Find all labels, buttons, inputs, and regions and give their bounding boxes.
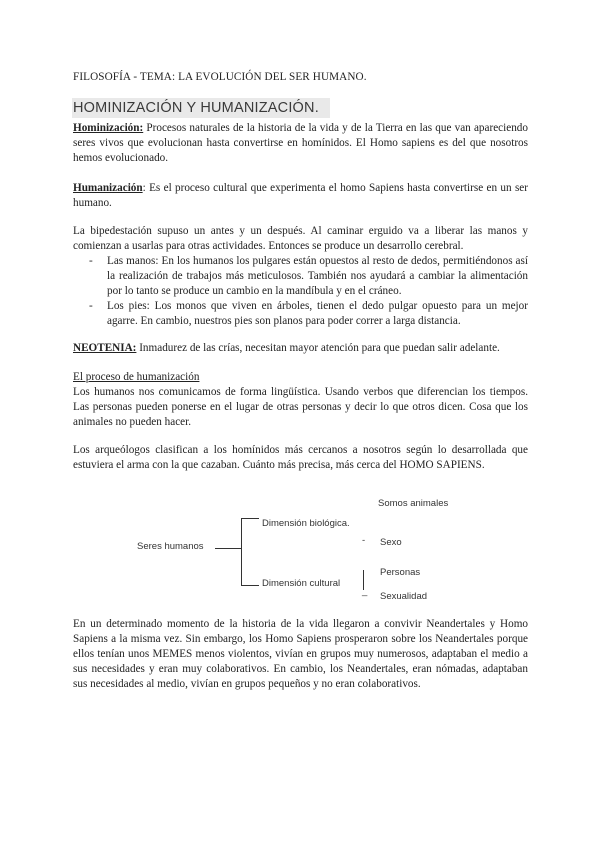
bullet-text: Las manos: En los humanos los pulgares están opuestos al resto de dedos, permitiéndonos así la realización de trabajos más meticulosos. También nos ayudará a cambiar la alimentación por lo tanto se produce un cambio en la mandíbula y en el cráneo. [107,255,528,297]
upper-branch-line [241,518,259,519]
document-header: FILOSOFÍA - TEMA: LA EVOLUCIÓN DEL SER HUMANO. [73,71,367,83]
diagram-root: Seres humanos [137,541,204,552]
diagram-underscore: _ [362,586,368,597]
humanizacion-term: Humanización [73,182,143,194]
arqueologos-paragraph: Los arqueólogos clasifican a los homínidos más cercanos a nosotros según lo desarrollada que estuviera el arma con la que cazaban. Cuánto más precisa, más cerca del HOMO SAPIENS. [73,444,528,471]
bullet-text: Los pies: Los monos que viven en árboles, tienen el dedo pulgar opuesto para un mejor agarre. En cambio, nuestros pies son planos para poder correr a larga distancia. [107,300,528,327]
humanizacion-text: : Es el proceso cultural que experimenta el homo Sapiens hasta convertirse en un ser humano. [73,182,528,209]
diagram-leaf-personas: Personas [380,567,421,578]
bipedestacion-paragraph: La bipedestación supuso un antes y un después. Al caminar erguido va a liberar las manos y comienzan a usarlas para otras actividades. Entonces se produce un desarrollo cerebral. [73,225,528,252]
neotenia-term: NEOTENIA: [73,342,137,354]
humanizacion-paragraph [73,181,528,211]
diagram-branch-biologica: Dimensión biológica. [262,518,350,529]
lower-branch-line [241,585,259,586]
vertical-bracket [241,518,242,585]
root-connector [215,548,241,549]
neotenia-text: Inmadurez de las crías, necesitan mayor atención para que puedan salir adelante. [136,342,500,354]
proceso-paragraph: Los humanos nos comunicamos de forma lingüística. Usando verbos que diferencian los tiempos. Las personas pueden ponerse en el lugar de otras personas y decir lo que otros dicen. Cosa que los animales no pueden hacer. [73,386,528,428]
diagram-leaf-sexo: Sexo [380,537,402,548]
diagram-leaf-sexualidad: Sexualidad [380,591,428,602]
title-highlight [72,98,330,118]
page-title: HOMINIZACIÓN Y HUMANIZACIÓN. [73,100,319,116]
hominizacion-term: Hominización: [73,122,144,134]
diagram-dash: - [362,535,366,546]
neotenia-paragraph [73,341,528,356]
concept-diagram [120,490,540,610]
list-item [89,254,528,299]
proceso-heading: El proceso de humanización [73,371,200,383]
diagram-leaf-somos-animales: Somos animales [378,498,449,509]
bullet-dash: - [89,255,93,267]
bullet-list [89,254,528,329]
hominizacion-paragraph [73,121,528,166]
diagram-branch-cultural: Dimensión cultural [262,578,341,589]
bullet-dash: - [89,300,93,312]
hominizacion-text: Procesos naturales de la historia de la vida y de la Tierra en las que van apareciendo seres vivos que evolucionan hasta convertirse en homínidos. El Homo sapiens es del que nosotros hemos evolucionado. [73,122,528,164]
final-paragraph: En un determinado momento de la historia de la vida llegaron a convivir Neandertales y Homo Sapiens a la misma vez. Sin embargo, los Homo Sapiens prosperaron sobre los Neandertales porque ellos tenían unos MEMES menos violentos, vivían en grupos muy numerosos, adaptaban el medio a sus necesidades y eran muy colaborativos. En cambio, los Neandertales, eran nómadas, adaptaban sus necesidades al medio, vivían en grupos pequeños y no eran colaborativos. [73,618,528,690]
list-item [89,299,528,329]
